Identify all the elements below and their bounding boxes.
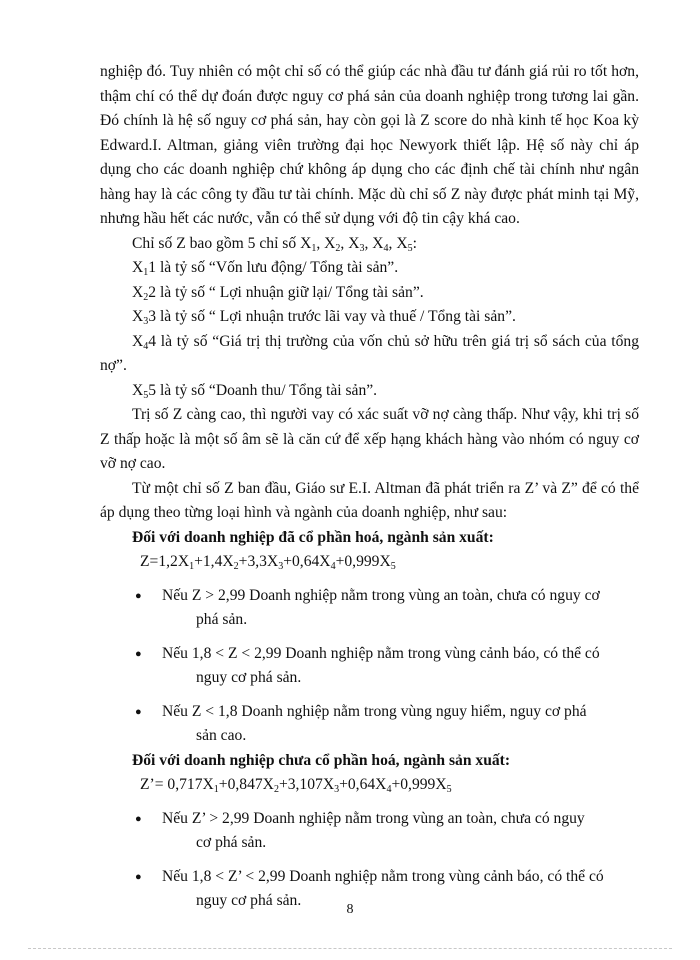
definition-x4: $X_44$ là tỷ số “Giá trị thị trường của vốn chủ sở hữu trên giá trị sổ sách của tổng nợ”.: [100, 332, 639, 374]
definition-x1: $X_11$ là tỷ số “Vốn lưu động/ Tổng tài sản”.: [132, 259, 399, 278]
page-content: [100, 60, 639, 914]
bullet-icon: ●: [135, 705, 142, 718]
section-heading-non-equitized: Đối với doanh nghiệp chưa cổ phần hoá, ngành sản xuất:: [132, 751, 511, 769]
paragraph-altman-extension: Từ một chỉ số Z ban đầu, Giáo sư E.I. Altman đã phát triển ra Z’ và Z” để có thể áp dụng theo từng loại hình và ngành của doanh nghiệp, như sau:: [100, 479, 639, 521]
bullet-icon: ●: [135, 812, 142, 825]
formula-z: $Z=1,2X_1+1,4X_2+3,3X_3+0,64X_4+0,999X_5$: [140, 553, 396, 572]
z-threshold-list: [100, 584, 639, 749]
paragraph-z-interpretation: Trị số Z càng cao, thì người vay có xác suất vỡ nợ càng thấp. Như vậy, khi trị số Z thấp hoặc là một số âm sẽ là căn cứ để xếp hạng khách hàng vào nhóm có nguy cơ vỡ nợ cao.: [100, 406, 639, 472]
page-bottom-divider: [28, 948, 672, 949]
section-heading-equitized: Đối với doanh nghiệp đã cổ phần hoá, ngành sản xuất:: [132, 528, 494, 546]
definition-x5: $X_55$ là tỷ số “Doanh thu/ Tổng tài sản”.: [132, 381, 378, 401]
bullet-icon: ●: [135, 647, 142, 660]
paragraph-intro: nghiệp đó. Tuy nhiên có một chỉ số có thể giúp các nhà đầu tư đánh giá rủi ro tốt hơn, thậm chí có thể dự đoán được nguy cơ phá sản của doanh nghiệp trong tương lai gần. Đó chính là hệ số nguy cơ phá sản, hay còn gọi là Z score do nhà kinh tế học Koa kỳ Edward.I. Altman, giảng viên trường đại học Newyork thiết lập. Hệ số này chỉ áp dụng cho các doanh nghiệp chứ không áp dụng cho các định chế tài chính như ngân hàng hay là các công ty đầu tư tài chính. Mặc dù chỉ số Z này được phát minh tại Mỹ, nhưng hầu hết các nước, vẫn có thể sử dụng với độ tin cậy khá cao.: [100, 63, 639, 227]
bullet-icon: ●: [135, 589, 142, 602]
paragraph-z-components: Chỉ số Z bao gồm 5 chỉ số $X_1$, $X_2$, $X_3$, $X_4$, $X_5$:: [132, 234, 417, 254]
list-item: ● Nếu Z’ > 2,99 Doanh nghiệp nằm trong vùng an toàn, chưa có nguy cơ phá sản.: [100, 807, 639, 856]
page-number: 8: [346, 902, 354, 917]
bullet-icon: ●: [135, 870, 142, 883]
list-item: ● Nếu Z > 2,99 Doanh nghiệp nằm trong vùng an toàn, chưa có nguy cơ phá sản.: [100, 584, 639, 633]
list-item: ● Nếu Z < 1,8 Doanh nghiệp nằm trong vùng nguy hiểm, nguy cơ phá sản cao.: [100, 700, 639, 749]
z-prime-threshold-list: [100, 807, 639, 914]
list-item: ● Nếu 1,8 < Z’ < 2,99 Doanh nghiệp nằm trong vùng cảnh báo, có thể có nguy cơ phá sản.: [100, 865, 639, 914]
formula-z-prime: Z’= $0,717X_1+0,847X_2+3,107X_3+0,64X_4+0,999X_5$: [140, 776, 452, 795]
list-item: ● Nếu 1,8 < Z < 2,99 Doanh nghiệp nằm trong vùng cảnh báo, có thể có nguy cơ phá sản.: [100, 642, 639, 691]
definition-x3: $X_33$ là tỷ số “ Lợi nhuận trước lãi vay và thuế / Tổng tài sản”.: [132, 308, 516, 327]
definition-x2: $X_22$ là tỷ số “ Lợi nhuận giữ lại/ Tổng tài sản”.: [132, 283, 424, 303]
